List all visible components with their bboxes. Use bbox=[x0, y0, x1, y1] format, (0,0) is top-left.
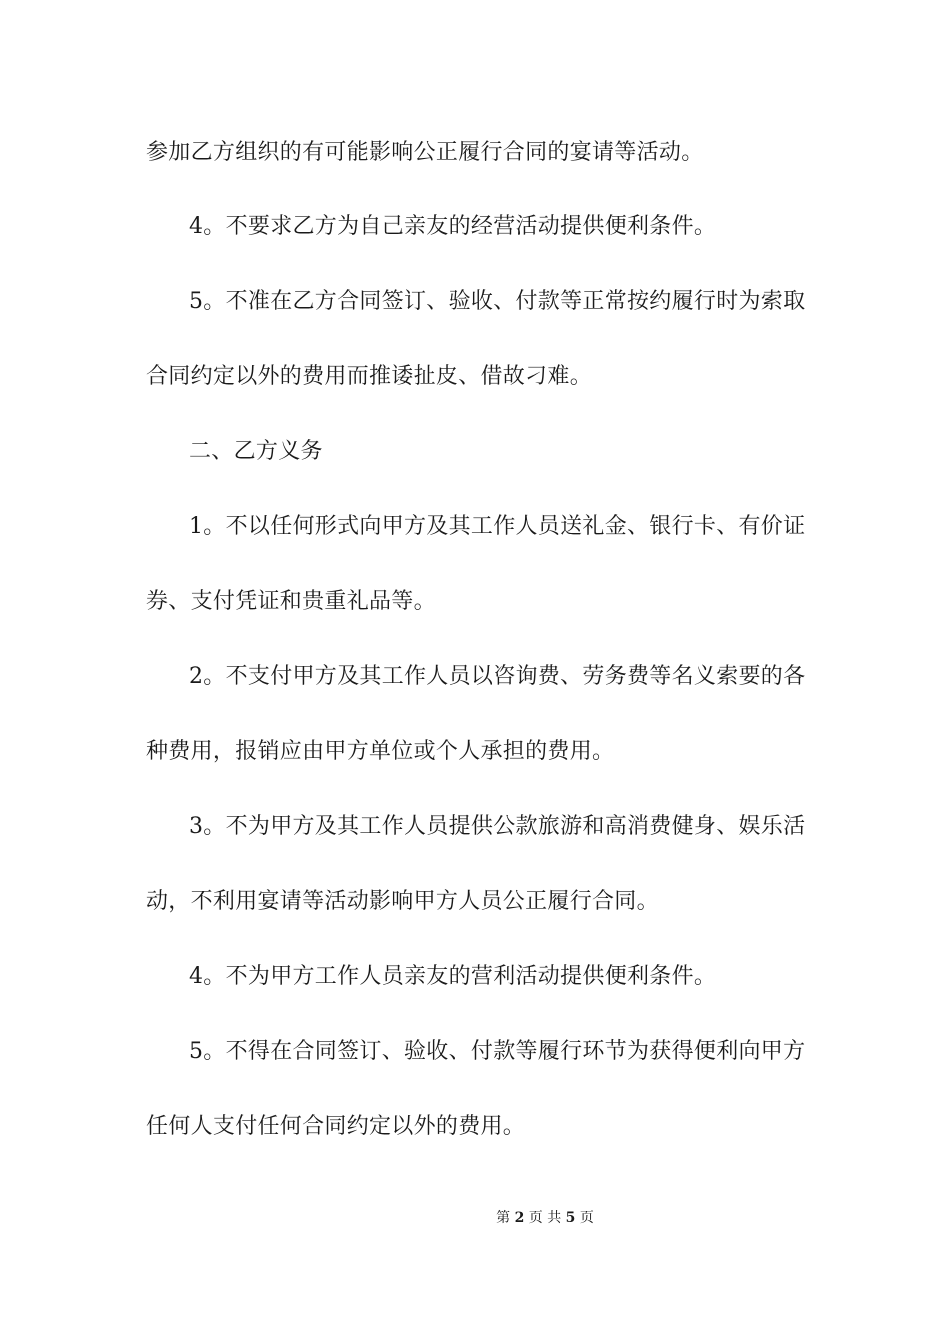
footer-middle: 页 共 bbox=[528, 1210, 562, 1226]
paragraph-line: 4。不为甲方工作人员亲友的营利活动提供便利条件。 bbox=[189, 964, 717, 989]
page-footer bbox=[0, 1208, 950, 1228]
paragraph-line: 5。不得在合同签订、验收、付款等履行环节为获得便利向甲方 bbox=[189, 1039, 806, 1064]
footer-suffix: 页 bbox=[579, 1210, 594, 1226]
current-page-number: 2 bbox=[514, 1210, 525, 1226]
paragraph-line: 2。不支付甲方及其工作人员以咨询费、劳务费等名义索要的各 bbox=[189, 664, 806, 689]
section-heading: 二、乙方义务 bbox=[189, 439, 323, 464]
paragraph-line: 合同约定以外的费用而推诿扯皮、借故刁难。 bbox=[146, 364, 593, 389]
paragraph-line: 3。不为甲方及其工作人员提供公款旅游和高消费健身、娱乐活 bbox=[189, 814, 806, 839]
paragraph-line: 5。不准在乙方合同签订、验收、付款等正常按约履行时为索取 bbox=[189, 289, 806, 314]
paragraph-line: 任何人支付任何合同约定以外的费用。 bbox=[146, 1114, 526, 1139]
paragraph-line: 参加乙方组织的有可能影响公正履行合同的宴请等活动。 bbox=[146, 140, 704, 165]
footer-prefix: 第 bbox=[496, 1210, 511, 1226]
paragraph-line: 4。不要求乙方为自己亲友的经营活动提供便利条件。 bbox=[189, 214, 717, 239]
total-pages-number: 5 bbox=[565, 1210, 576, 1226]
paragraph-line: 动，不利用宴请等活动影响甲方人员公正履行合同。 bbox=[146, 889, 659, 914]
paragraph-line: 1。不以任何形式向甲方及其工作人员送礼金、银行卡、有价证 bbox=[189, 514, 806, 539]
paragraph-line: 种费用，报销应由甲方单位或个人承担的费用。 bbox=[146, 739, 615, 764]
paragraph-line: 券、支付凭证和贵重礼品等。 bbox=[146, 589, 436, 614]
